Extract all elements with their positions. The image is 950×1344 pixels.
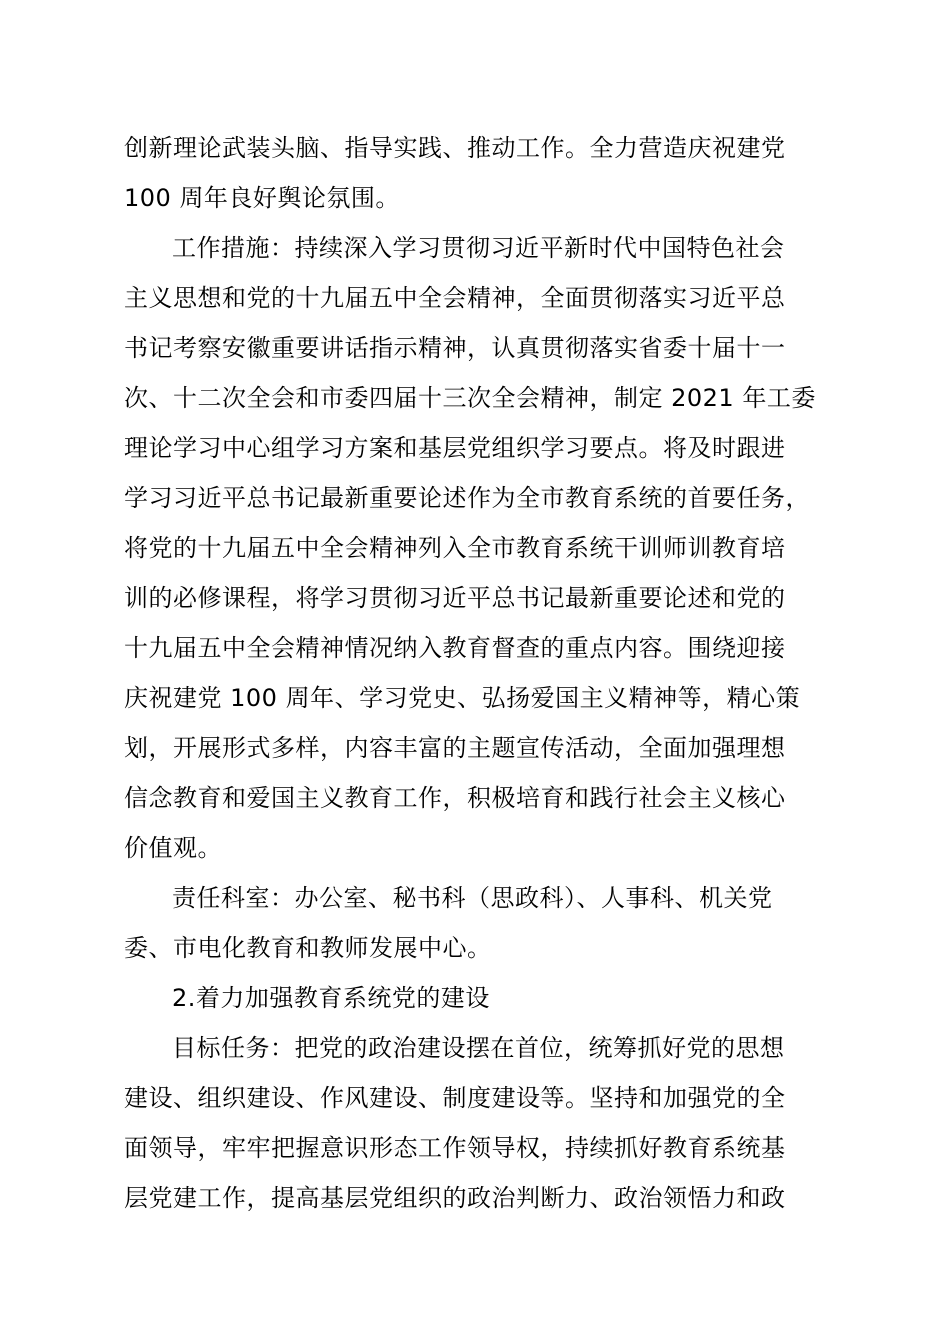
text-line: 十九届五中全会精神情况纳入教育督查的重点内容。围绕迎接: [124, 634, 786, 662]
paragraph-start-line: 目标任务：把党的政治建设摆在首位，统筹抓好党的思想: [172, 1034, 785, 1062]
paragraph-start-line: 责任科室：办公室、秘书科（思政科）、人事科、机关党: [172, 884, 773, 912]
text-line: 建设、组织建设、作风建设、制度建设等。坚持和加强党的全: [124, 1084, 786, 1112]
text-line: 主义思想和党的十九届五中全会精神，全面贯彻落实习近平总: [124, 284, 786, 312]
section-heading: 2.着力加强教育系统党的建设: [172, 984, 490, 1012]
text-line: 面领导，牢牢把握意识形态工作领导权，持续抓好教育系统基: [124, 1134, 786, 1162]
text-line: 委、市电化教育和教师发展中心。: [124, 934, 492, 962]
paragraph-start-line: 工作措施：持续深入学习贯彻习近平新时代中国特色社会: [172, 234, 785, 262]
text-line: 创新理论武装头脑、指导实践、推动工作。全力营造庆祝建党: [124, 134, 786, 162]
text-line: 次、十二次全会和市委四届十三次全会精神，制定 2021 年工委: [124, 384, 816, 412]
text-line: 层党建工作，提高基层党组织的政治判断力、政治领悟力和政: [124, 1184, 786, 1212]
text-line: 价值观。: [124, 834, 222, 862]
text-line: 100 周年良好舆论氛围。: [124, 184, 400, 212]
text-line: 庆祝建党 100 周年、学习党史、弘扬爱国主义精神等，精心策: [124, 684, 801, 712]
text-line: 信念教育和爱国主义教育工作，积极培育和践行社会主义核心: [124, 784, 786, 812]
text-line: 理论学习中心组学习方案和基层党组织学习要点。将及时跟进: [124, 434, 786, 462]
text-line: 学习习近平总书记最新重要论述作为全市教育系统的首要任务，: [124, 484, 810, 512]
text-line: 训的必修课程，将学习贯彻习近平总书记最新重要论述和党的: [124, 584, 786, 612]
text-line: 将党的十九届五中全会精神列入全市教育系统干训师训教育培: [124, 534, 786, 562]
text-line: 书记考察安徽重要讲话指示精神，认真贯彻落实省委十届十一: [124, 334, 786, 362]
text-line: 划，开展形式多样，内容丰富的主题宣传活动，全面加强理想: [124, 734, 786, 762]
